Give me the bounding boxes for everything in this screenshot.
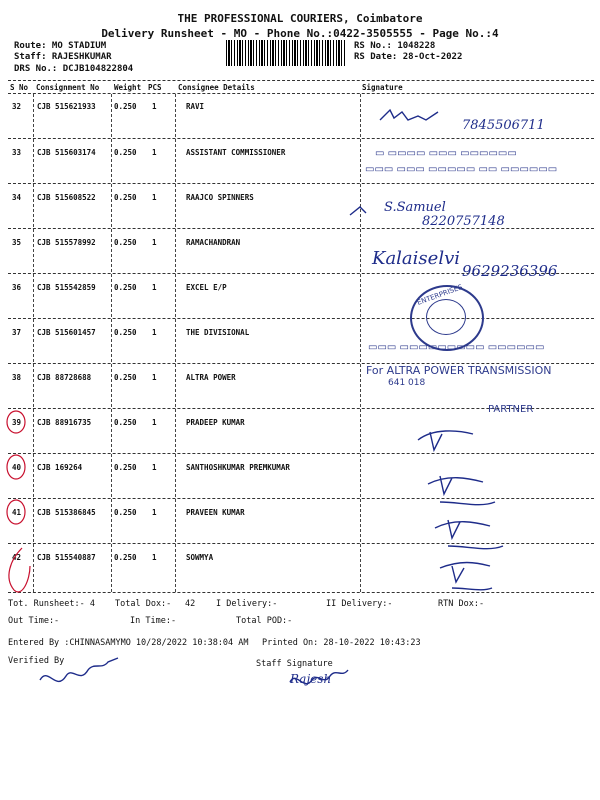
cell-consignment: CJB 515386845 <box>37 508 96 517</box>
cell-weight: 0.250 <box>114 553 137 562</box>
cell-consignment: CJB 515578992 <box>37 238 96 247</box>
cell-sno: 38 <box>12 373 22 382</box>
cell-consignee: PRADEEP KUMAR <box>186 418 245 427</box>
sno-circle-mark <box>7 411 25 433</box>
cell-sno: 42 <box>12 553 22 562</box>
cell-consignee: SOWMYA <box>186 553 214 562</box>
cell-consignee: ALTRA POWER <box>186 373 236 382</box>
stamp-pincode: 641 018 <box>388 378 426 388</box>
signature-phone: 7845506711 <box>462 118 545 133</box>
cell-consignment: CJB 515608522 <box>37 193 96 202</box>
total-dox-value: 42 <box>185 599 196 609</box>
signature-phone: 9629236396 <box>462 262 558 280</box>
cell-pcs: 1 <box>152 553 157 562</box>
rs-number: RS No.: 1048228 <box>354 41 436 51</box>
cell-consignment: CJB 515542859 <box>37 283 96 292</box>
signature-scribble <box>380 110 438 120</box>
altra-power-stamp: For ALTRA POWER TRANSMISSION <box>366 364 552 377</box>
printed-on: Printed On: 28-10-2022 10:43:23 <box>262 638 421 648</box>
cell-sno: 39 <box>12 418 22 427</box>
in-time: In Time:- <box>130 616 177 626</box>
verified-by-label: Verified By <box>8 656 65 666</box>
cell-sno: 37 <box>12 328 22 337</box>
cell-pcs: 1 <box>152 102 157 111</box>
rtn-dox: RTN Dox:- <box>438 599 485 609</box>
cell-consignment: CJB 515603174 <box>37 148 96 157</box>
cell-consignment: CJB 88916735 <box>37 418 92 427</box>
cell-pcs: 1 <box>152 148 157 157</box>
route-label: Route: MO STADIUM <box>14 41 107 51</box>
col-sno: S No <box>10 83 29 92</box>
col-signature: Signature <box>362 83 403 92</box>
cell-sno: 33 <box>12 148 22 157</box>
col-pcs: PCS <box>148 83 162 92</box>
seal-inner-ring <box>426 299 466 335</box>
cell-sno: 40 <box>12 463 22 472</box>
cell-consignee: RAAJCO SPINNERS <box>186 193 254 202</box>
staff-signature-label: Staff Signature <box>256 659 333 669</box>
office-stamp: ▭▭▭ ▭▭▭ ▭▭▭▭▭ ▭▭ ▭▭▭▭▭▭ <box>365 164 558 175</box>
out-time: Out Time:- <box>8 616 60 626</box>
seal-text: ENTERPRISES <box>416 283 464 307</box>
total-pod: Total POD:- <box>236 616 293 626</box>
cell-sno: 34 <box>12 193 22 202</box>
office-stamp: ▭▭▭ ▭▭▭▭▭▭▭▭▭ ▭▭▭▭▭▭ <box>368 342 545 353</box>
tot-runsheet: Tot. Runsheet:- 4 <box>8 599 95 609</box>
cell-consignment: CJB 515621933 <box>37 102 96 111</box>
cell-weight: 0.250 <box>114 418 137 427</box>
cell-weight: 0.250 <box>114 373 137 382</box>
cell-pcs: 1 <box>152 463 157 472</box>
total-dox-label: Total Dox:- <box>115 599 172 609</box>
cell-consignment: CJB 515540887 <box>37 553 96 562</box>
cell-pcs: 1 <box>152 508 157 517</box>
cell-sno: 35 <box>12 238 22 247</box>
cell-consignee: EXCEL E/P <box>186 283 227 292</box>
cell-weight: 0.250 <box>114 148 137 157</box>
cell-consignee: THE DIVISIONAL <box>186 328 250 337</box>
cell-weight: 0.250 <box>114 283 137 292</box>
ii-delivery: II Delivery:- <box>326 599 393 609</box>
staff-label: Staff: RAJESHKUMAR <box>14 52 112 62</box>
col-weight: Weight <box>114 83 142 92</box>
cell-consignee: PRAVEEN KUMAR <box>186 508 245 517</box>
runsheet-subtitle: Delivery Runsheet - MO - Phone No.:0422-3505555 - Page No.:4 <box>101 27 499 40</box>
cell-weight: 0.250 <box>114 193 137 202</box>
cell-pcs: 1 <box>152 238 157 247</box>
cell-consignment: CJB 169264 <box>37 463 83 472</box>
sno-circle-mark <box>7 500 25 524</box>
cell-sno: 36 <box>12 283 22 292</box>
cell-weight: 0.250 <box>114 328 137 337</box>
company-title: THE PROFESSIONAL COURIERS, Coimbatore <box>177 12 423 25</box>
signature-name: S.Samuel <box>384 200 446 215</box>
cell-consignment: CJB 88728688 <box>37 373 92 382</box>
office-stamp: ▭ ▭▭▭▭ ▭▭▭ ▭▭▭▭▭▭ <box>375 148 517 159</box>
entered-by: Entered By :CHINNASAMYMO 10/28/2022 10:38:04 AM <box>8 638 249 648</box>
cell-consignee: SANTHOSHKUMAR PREMKUMAR <box>186 463 290 472</box>
signature-scribble <box>418 431 473 450</box>
col-consignee: Consignee Details <box>178 83 255 92</box>
sno-circle-mark <box>9 548 30 592</box>
cell-sno: 32 <box>12 102 22 111</box>
cell-weight: 0.250 <box>114 102 137 111</box>
cell-weight: 0.250 <box>114 238 137 247</box>
cell-weight: 0.250 <box>114 508 137 517</box>
staff-signature-name: Rajesh <box>290 672 332 686</box>
signature-scribble <box>435 520 503 549</box>
sno-circle-mark <box>7 455 25 479</box>
stamp-partner: PARTNER <box>488 404 534 415</box>
cell-weight: 0.250 <box>114 463 137 472</box>
signature-scribble <box>350 207 366 215</box>
cell-consignee: ASSISTANT COMMISSIONER <box>186 148 286 157</box>
cell-pcs: 1 <box>152 283 157 292</box>
cell-sno: 41 <box>12 508 22 517</box>
rs-date: RS Date: 28-Oct-2022 <box>354 52 463 62</box>
cell-pcs: 1 <box>152 373 157 382</box>
cell-consignee: RAVI <box>186 102 205 111</box>
col-consignment: Consignment No <box>36 83 100 92</box>
signature-phone: 8220757148 <box>422 214 505 229</box>
signature-name: Kalaiselvi <box>372 248 460 269</box>
signature-scribble <box>440 563 492 590</box>
cell-consignee: RAMACHANDRAN <box>186 238 241 247</box>
drs-number: DRS No.: DCJB104822804 <box>14 64 134 74</box>
cell-consignment: CJB 515601457 <box>37 328 96 337</box>
signature-scribble <box>428 476 495 505</box>
cell-pcs: 1 <box>152 193 157 202</box>
cell-pcs: 1 <box>152 328 157 337</box>
i-delivery: I Delivery:- <box>216 599 278 609</box>
cell-pcs: 1 <box>152 418 157 427</box>
